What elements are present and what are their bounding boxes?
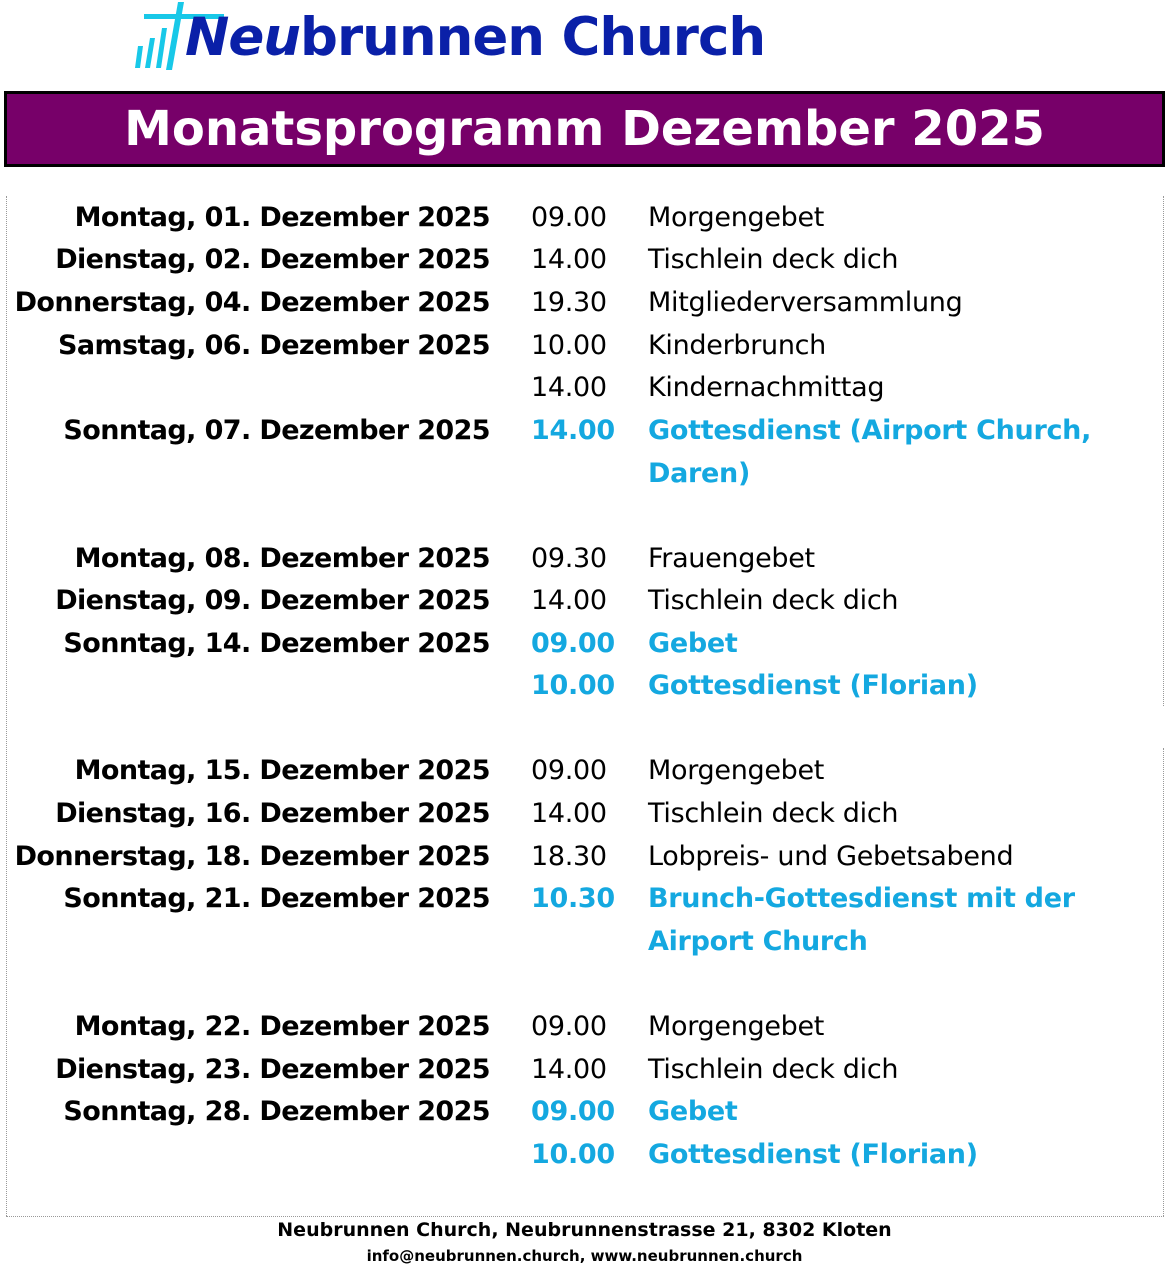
event-row xyxy=(0,749,1169,792)
event-time: 14.00 xyxy=(531,415,615,446)
title-banner xyxy=(4,91,1165,167)
event-title: Gebet xyxy=(648,1096,738,1127)
footer-contact: info@neubrunnen.church, www.neubrunnen.church xyxy=(366,1247,803,1265)
event-title: Morgengebet xyxy=(648,1011,825,1042)
logo-wordmark-suffix: brunnen Church xyxy=(300,7,766,68)
event-title: Frauengebet xyxy=(648,543,815,574)
event-time: 19.30 xyxy=(531,287,607,318)
event-date: Dienstag, 02. Dezember 2025 xyxy=(55,244,490,275)
event-row xyxy=(0,622,1169,665)
event-time: 14.00 xyxy=(531,372,607,403)
frame-border-bottom xyxy=(6,1216,1164,1217)
event-date: Dienstag, 23. Dezember 2025 xyxy=(55,1054,490,1085)
event-title: Gebet xyxy=(648,628,738,659)
event-date: Sonntag, 07. Dezember 2025 xyxy=(63,415,490,446)
event-date: Montag, 01. Dezember 2025 xyxy=(74,202,490,233)
event-row xyxy=(0,281,1169,324)
logo-wordmark xyxy=(185,6,765,70)
event-date: Montag, 15. Dezember 2025 xyxy=(74,755,490,786)
event-time: 10.00 xyxy=(531,1139,615,1170)
event-time: 09.00 xyxy=(531,1011,607,1042)
event-title: Tischlein deck dich xyxy=(648,244,899,275)
page-title: Monatsprogramm Dezember 2025 xyxy=(124,101,1045,157)
event-date: Montag, 22. Dezember 2025 xyxy=(74,1011,490,1042)
event-title: Tischlein deck dich xyxy=(648,585,899,616)
event-title: Gottesdienst (Florian) xyxy=(648,1139,978,1170)
event-date: Sonntag, 21. Dezember 2025 xyxy=(63,883,490,914)
event-date: Dienstag, 09. Dezember 2025 xyxy=(55,585,490,616)
event-title: Morgengebet xyxy=(648,202,825,233)
event-row xyxy=(0,1048,1169,1091)
event-time: 14.00 xyxy=(531,798,607,829)
event-row xyxy=(0,537,1169,580)
event-title: Kinderbrunch xyxy=(648,330,826,361)
event-time: 09.00 xyxy=(531,628,615,659)
event-time: 18.30 xyxy=(531,841,607,872)
event-time: 09.30 xyxy=(531,543,607,574)
event-time: 10.00 xyxy=(531,330,607,361)
event-title: Morgengebet xyxy=(648,755,825,786)
event-date: Donnerstag, 18. Dezember 2025 xyxy=(14,841,490,872)
event-row xyxy=(0,1090,1169,1133)
event-title: Tischlein deck dich xyxy=(648,1054,899,1085)
event-date: Sonntag, 28. Dezember 2025 xyxy=(63,1096,490,1127)
logo-wordmark-prefix: Neu xyxy=(185,7,301,68)
event-row xyxy=(0,366,1169,409)
event-time: 09.00 xyxy=(531,202,607,233)
event-time: 10.30 xyxy=(531,883,615,914)
event-time: 09.00 xyxy=(531,755,607,786)
event-row xyxy=(0,1133,1169,1176)
event-row xyxy=(0,877,1169,957)
event-row xyxy=(0,579,1169,622)
event-title: Brunch-Gottesdienst mit der Airport Church xyxy=(648,883,1075,957)
event-row xyxy=(0,835,1169,878)
event-title: Tischlein deck dich xyxy=(648,798,899,829)
event-date: Dienstag, 16. Dezember 2025 xyxy=(55,798,490,829)
event-row xyxy=(0,238,1169,281)
footer-address: Neubrunnen Church, Neubrunnenstrasse 21, 8302 Kloten xyxy=(277,1219,892,1241)
event-date: Donnerstag, 04. Dezember 2025 xyxy=(14,287,490,318)
event-title: Lobpreis- und Gebetsabend xyxy=(648,841,1014,872)
event-time: 14.00 xyxy=(531,244,607,275)
event-time: 10.00 xyxy=(531,670,615,701)
event-date: Samstag, 06. Dezember 2025 xyxy=(58,330,490,361)
event-row xyxy=(0,664,1169,707)
event-row xyxy=(0,409,1169,489)
event-title: Mitgliederversammlung xyxy=(648,287,963,318)
church-logo xyxy=(130,0,790,80)
event-title: Gottesdienst (Airport Church, Daren) xyxy=(648,415,1092,489)
event-title: Kindernachmittag xyxy=(648,372,885,403)
event-row xyxy=(0,792,1169,835)
event-row xyxy=(0,196,1169,239)
event-time: 09.00 xyxy=(531,1096,615,1127)
event-time: 14.00 xyxy=(531,1054,607,1085)
event-time: 14.00 xyxy=(531,585,607,616)
event-row xyxy=(0,324,1169,367)
event-date: Montag, 08. Dezember 2025 xyxy=(74,543,490,574)
event-row xyxy=(0,1005,1169,1048)
event-title: Gottesdienst (Florian) xyxy=(648,670,978,701)
event-date: Sonntag, 14. Dezember 2025 xyxy=(63,628,490,659)
